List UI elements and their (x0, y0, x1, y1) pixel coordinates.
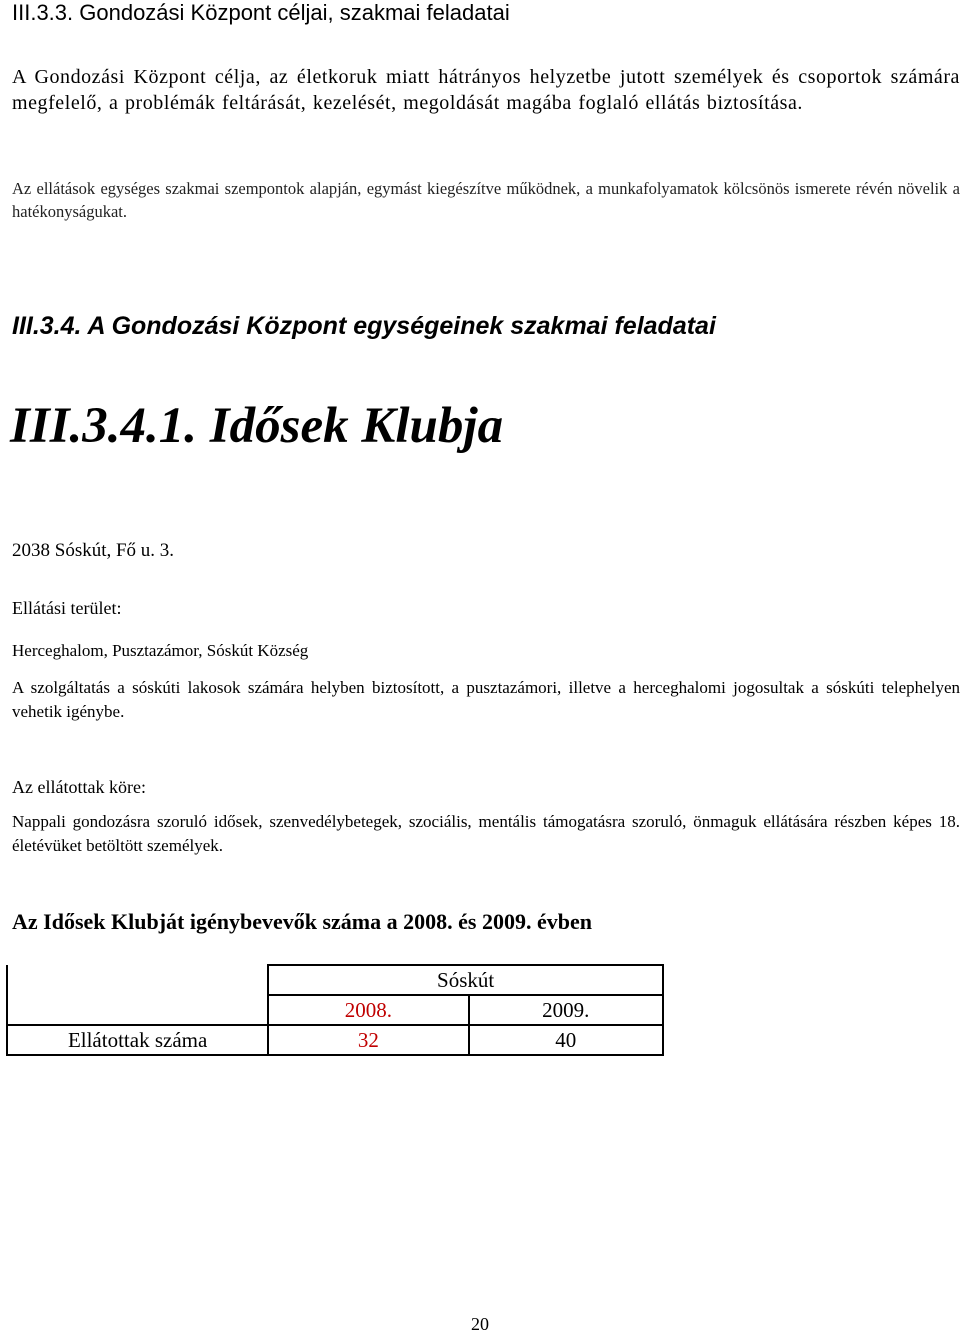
page-number: 20 (471, 1314, 489, 1334)
table-value-2008: 32 (268, 1025, 468, 1055)
goal-paragraph: A Gondozási Központ célja, az életkoruk miatt hátrányos helyzetbe jutott személyek és csoportok számára megfelelő, a problémák feltárását, kezelését, megoldását magába foglaló ellátás biztosítása. (12, 66, 960, 114)
services-paragraph: Az ellátások egységes szakmai szempontok alapján, egymást kiegészítve működnek, a munkafolyamatok kölcsönös ismerete révén növelik a hatékonyságukat. (12, 179, 960, 221)
clients-description: Nappali gondozásra szoruló idősek, szenvedélybetegek, szociális, mentális támogatásra szoruló, önmaguk ellátására részben képes 18. életévüket betöltött személyek. (12, 812, 960, 855)
service-description: A szolgáltatás a sóskúti lakosok számára helyben biztosított, a pusztazámori, illetve a herceghalomi jogosultak a sóskúti telephelyen vehetik igénybe. (12, 678, 960, 721)
section-heading-3-4: III.3.4. A Gondozási Központ egységeinek szakmai feladatai (12, 312, 716, 340)
table-row (7, 1025, 663, 1055)
table-row-group-header (7, 965, 663, 995)
club-address: 2038 Sóskút, Fő u. 3. (12, 540, 175, 561)
table-year-2008: 2008. (268, 995, 468, 1025)
service-area-label: Ellátási terület: (12, 598, 122, 618)
table-heading: Az Idősek Klubját igénybevevők száma a 2008. és 2009. évben (12, 909, 592, 934)
clients-table (6, 964, 664, 1056)
table-corner-cell (7, 965, 268, 1025)
table-value-2009: 40 (469, 1025, 663, 1055)
table-year-2009: 2009. (469, 995, 663, 1025)
section-heading-3-3: III.3.3. Gondozási Központ céljai, szakmai feladatai (12, 0, 510, 25)
clients-label: Az ellátottak köre: (12, 777, 146, 797)
table-row-label: Ellátottak száma (7, 1025, 268, 1055)
section-heading-3-4-1: III.3.4.1. Idősek Klubja (10, 398, 504, 454)
table-group-header: Sóskút (268, 965, 663, 995)
service-area-text: Herceghalom, Pusztazámor, Sóskút Község (12, 641, 309, 660)
